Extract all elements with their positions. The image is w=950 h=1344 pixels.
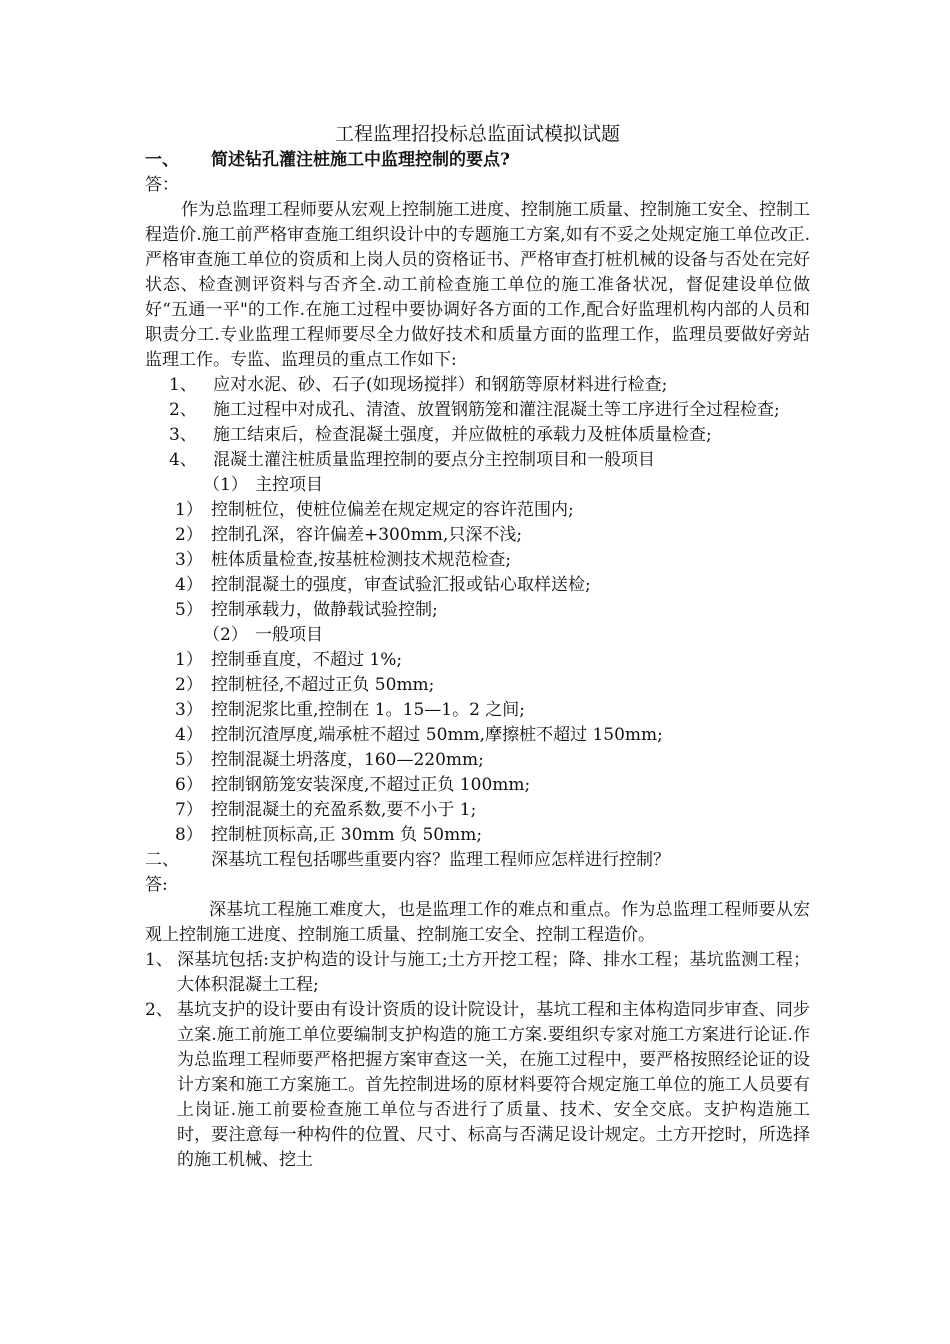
sub-heading-general-items [145,623,810,648]
sub-list-item [145,548,810,573]
sub-list-item-number: 4） [175,725,203,745]
sub-list-item-text: 控制垂直度，不超过 1%; [211,650,403,670]
sub-list-item-number: 4） [175,575,203,595]
list-item-text: 混凝土灌注桩质量监理控制的要点分主控制项目和一般项目 [213,450,655,470]
sub-list-item [145,648,810,673]
list-item-text: 基坑支护的设计要由有设计资质的设计院设计，基坑工程和主体构造同步审查、同步立案.施工前施工单位要编制支护构造的施工方案.要组织专家对施工方案进行论证.作为总监理工程师要严格把握方案审查这一关，在施工过程中，要严格按照经论证的设计方案和施工方案施工。首先控制进场的原材料要符合规定施工单位的施工人员要有上岗证.施工前要检查施工单位与否进行了质量、技术、安全交底。支护构造施工时，要注意每一种构件的位置、尺寸、标高与否满足设计规定。土方开挖时，所选择的施工机械、挖土 [177,1000,810,1170]
sub-list-item-text: 控制孔深，容许偏差+300mm,只深不浅; [211,525,523,545]
sub-list-item-number: 6） [175,775,203,795]
list-item-number: 3、 [169,425,197,445]
list-item-number: 1、 [169,375,197,395]
document-title: 工程监理招投标总监面试模拟试题 [334,123,620,145]
list-item [145,998,810,1173]
list-item [145,448,810,473]
question-text: 简述钻孔灌注桩施工中监理控制的要点? [211,150,510,170]
sub-list-item [145,748,810,773]
sub-list-item-number: 1） [175,650,203,670]
question-1-heading [145,148,810,173]
list-item [145,423,810,448]
list-item-text: 应对水泥、砂、石子(如现场搅拌）和钢筋等原材料进行检查; [213,375,668,395]
question-2-heading [145,848,810,873]
sub-list-item [145,598,810,623]
sub-list-item-number: 5） [175,750,203,770]
answer-label: 答： [145,175,179,195]
sub-list-item-text: 控制承载力，做静载试验控制; [211,600,438,620]
document-page [145,120,810,1173]
sub-list-item-number: 2） [175,675,203,695]
sub-list-item-text: 桩体质量检查,按基桩检测技术规范检查; [211,550,512,570]
sub-list-item [145,723,810,748]
sub-heading-text: 一般项目 [255,625,323,645]
sub-list-item-text: 控制泥浆比重,控制在 1。15—1。2 之间; [211,700,526,720]
list-item [145,948,810,998]
sub-list-item-number: 2） [175,525,203,545]
list-item-text: 施工过程中对成孔、清渣、放置钢筋笼和灌注混凝土等工序进行全过程检查; [213,400,780,420]
question-number: 一、 [145,150,179,170]
answer-intro-paragraph: 深基坑工程施工难度大，也是监理工作的难点和重点。作为总监理工程师要从宏观上控制施工进度、控制施工质量、控制施工安全、控制工程造价。 [145,900,810,945]
list-item-number: 2、 [145,1000,173,1020]
list-item-number: 4、 [169,450,197,470]
sub-list-item [145,498,810,523]
sub-list-item-text: 控制桩径,不超过正负 50mm; [211,675,435,695]
sub-list-item-text: 控制桩顶标高,正 30mm 负 50mm; [211,825,483,845]
answer-label: 答: [145,875,168,895]
sub-heading-text: 主控项目 [255,475,323,495]
answer-intro-paragraph: 作为总监理工程师要从宏观上控制施工进度、控制施工质量、控制施工安全、控制工程造价.施工前严格审查施工组织设计中的专题施工方案,如有不妥之处规定施工单位改正.严格审查施工单位的资质和上岗人员的资格证书、严格审查打桩机械的设备与否处在完好状态、检查测评资料与否齐全.动工前检查施工单位的施工准备状况，督促建设单位做好“五通一平"的工作.在施工过程中要协调好各方面的工作,配合好监理机构内部的人员和职责分工.专业监理工程师要尽全力做好技术和质量方面的监理工作，监理员要做好旁站监理工作。专监、监理员的重点工作如下: [145,200,810,370]
sub-list-item [145,823,810,848]
sub-list-item [145,698,810,723]
list-item-number: 1、 [145,950,173,970]
sub-list-item [145,523,810,548]
sub-list-item-text: 控制混凝土的充盈系数,要不小于 1; [211,800,477,820]
sub-list-item [145,573,810,598]
sub-heading-main-items [145,473,810,498]
list-item [145,398,810,423]
list-item-text: 施工结束后，检查混凝土强度，并应做桩的承载力及桩体质量检查; [213,425,712,445]
question-text: 深基坑工程包括哪些重要内容？监理工程师应怎样进行控制？ [211,850,670,870]
sub-list-item-number: 5） [175,600,203,620]
sub-list-item-text: 控制钢筋笼安装深度,不超过正负 100mm; [211,775,531,795]
sub-list-item [145,773,810,798]
sub-list-item-number: 3） [175,700,203,720]
sub-list-item-text: 控制混凝土坍落度，160—220mm; [211,750,484,770]
sub-list-item [145,673,810,698]
sub-list-item-text: 控制桩位，使桩位偏差在规定规定的容许范围内; [211,500,574,520]
list-item [145,373,810,398]
list-item-number: 2、 [169,400,197,420]
sub-list-item-number: 8） [175,825,203,845]
sub-list-item-number: 7） [175,800,203,820]
sub-heading-number: （1） [203,475,248,495]
sub-list-item-number: 1） [175,500,203,520]
question-number: 二、 [145,850,179,870]
sub-list-item-number: 3） [175,550,203,570]
sub-list-item [145,798,810,823]
sub-list-item-text: 控制混凝土的强度，审查试验汇报或钻心取样送检; [211,575,591,595]
list-item-text: 深基坑包括:支护构造的设计与施工;土方开挖工程；降、排水工程；基坑监测工程；大体积混凝土工程; [177,950,810,995]
sub-list-item-text: 控制沉渣厚度,端承桩不超过 50mm,摩擦桩不超过 150mm; [211,725,663,745]
sub-heading-number: （2） [203,625,248,645]
